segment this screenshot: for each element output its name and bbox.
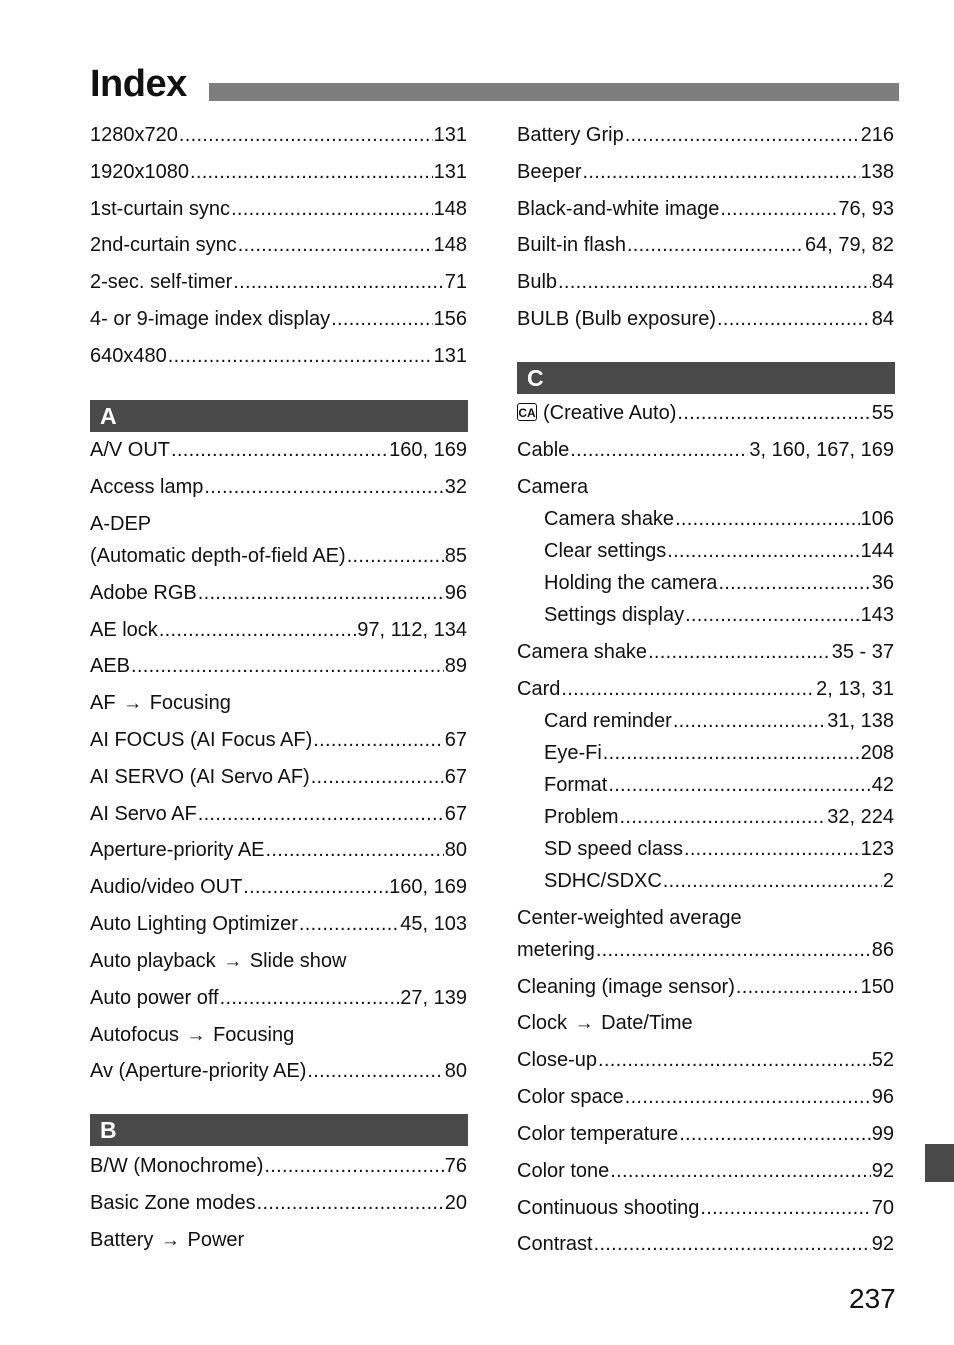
section-header-c: C xyxy=(517,362,895,394)
index-entry: Basic Zone modes ..... 20 xyxy=(90,1190,467,1216)
index-subentry: Clear settings ..... 144 xyxy=(544,538,894,564)
index-entry: Aperture-priority AE ..... 80 xyxy=(90,837,467,863)
index-entry: B/W (Monochrome) ..... 76 xyxy=(90,1153,467,1179)
index-entry: AI Servo AF ..... 67 xyxy=(90,801,467,827)
index-entry: Contrast ..... 92 xyxy=(517,1231,894,1257)
index-entry: Cleaning (image sensor) ..... 150 xyxy=(517,974,894,1000)
index-heading-line: A-DEP xyxy=(90,513,152,535)
index-subentry: Problem ..... 32, 224 xyxy=(544,804,894,830)
index-entry: 1st-curtain sync ..... 148 xyxy=(90,196,467,222)
index-entry: CA (Creative Auto) ..... 55 xyxy=(517,400,894,426)
index-entry: 2-sec. self-timer ..... 71 xyxy=(90,269,467,295)
index-subentry: SD speed class ..... 123 xyxy=(544,836,894,862)
index-entry: 2nd-curtain sync ..... 148 xyxy=(90,232,467,258)
index-entry: Beeper ..... 138 xyxy=(517,159,894,185)
index-entry: AEB ..... 89 xyxy=(90,653,467,679)
arrow-right-icon: → xyxy=(186,1025,206,1046)
index-entry: Card ..... 2, 13, 31 xyxy=(517,676,894,702)
index-subentry: Holding the camera ..... 36 xyxy=(544,570,894,596)
index-entry: Camera shake ..... 35 - 37 xyxy=(517,639,894,665)
index-heading-line: Center-weighted average xyxy=(517,907,742,929)
index-subentry: SDHC/SDXC ..... 2 xyxy=(544,868,894,894)
index-entry: Color space ..... 96 xyxy=(517,1084,894,1110)
index-entry: Cable ..... 3, 160, 167, 169 xyxy=(517,437,894,463)
arrow-right-icon: → xyxy=(574,1013,594,1034)
index-subentry: Format ..... 42 xyxy=(544,772,894,798)
index-entry: Battery Grip ..... 216 xyxy=(517,122,894,148)
index-entry: AI FOCUS (AI Focus AF) ..... 67 xyxy=(90,727,467,753)
arrow-right-icon: → xyxy=(160,1230,180,1251)
index-entry: A/V OUT ..... 160, 169 xyxy=(90,437,467,463)
index-entry: Auto Lighting Optimizer ..... 45, 103 xyxy=(90,911,467,937)
index-entry: Black-and-white image ..... 76, 93 xyxy=(517,196,894,222)
index-entry: Auto power off ..... 27, 139 xyxy=(90,985,467,1011)
index-entry: Adobe RGB ..... 96 xyxy=(90,580,467,606)
index-entry: Color temperature ..... 99 xyxy=(517,1121,894,1147)
section-header-a: A xyxy=(90,400,468,432)
page-number: 237 xyxy=(849,1283,896,1314)
index-entry: Bulb ..... 84 xyxy=(517,269,894,295)
index-entry: 640x480 ..... 131 xyxy=(90,343,467,369)
index-entry: Built-in flash ..... 64, 79, 82 xyxy=(517,232,894,258)
index-cross-reference: Clock → Date/Time xyxy=(517,1012,693,1034)
arrow-right-icon: → xyxy=(223,951,243,972)
index-cross-reference: Battery → Power xyxy=(90,1229,245,1251)
index-entry: AI SERVO (AI Servo AF) ..... 67 xyxy=(90,764,467,790)
side-index-tab xyxy=(925,1144,954,1182)
index-subentry: Eye-Fi ..... 208 xyxy=(544,740,894,766)
arrow-right-icon: → xyxy=(123,693,143,714)
index-entry: Audio/video OUT ..... 160, 169 xyxy=(90,874,467,900)
index-entry: Close-up ..... 52 xyxy=(517,1047,894,1073)
index-cross-reference: AF → Focusing xyxy=(90,692,231,714)
creative-auto-mode-icon: CA xyxy=(517,403,537,421)
index-entry: 1280x720 ..... 131 xyxy=(90,122,467,148)
index-subentry: Card reminder ..... 31, 138 xyxy=(544,708,894,734)
index-subentry: Camera shake ..... 106 xyxy=(544,506,894,532)
title-rule xyxy=(209,83,899,101)
page-title: Index xyxy=(90,63,187,105)
index-entry: Access lamp ..... 32 xyxy=(90,474,467,500)
index-subentry: Settings display ..... 143 xyxy=(544,602,894,628)
index-entry: 4- or 9-image index display ..... 156 xyxy=(90,306,467,332)
index-entry: AE lock ..... 97, 112, 134 xyxy=(90,617,467,643)
section-header-b: B xyxy=(90,1114,468,1146)
index-entry: Av (Aperture-priority AE) ..... 80 xyxy=(90,1058,467,1084)
index-cross-reference: Auto playback → Slide show xyxy=(90,950,347,972)
index-heading-line: Camera xyxy=(517,476,589,498)
index-entry: BULB (Bulb exposure) ..... 84 xyxy=(517,306,894,332)
index-entry: Continuous shooting ..... 70 xyxy=(517,1195,894,1221)
index-entry: metering ..... 86 xyxy=(517,937,894,963)
index-entry: 1920x1080 ..... 131 xyxy=(90,159,467,185)
index-cross-reference: Autofocus → Focusing xyxy=(90,1024,295,1046)
index-entry: Color tone ..... 92 xyxy=(517,1158,894,1184)
index-entry: (Automatic depth-of-field AE) ..... 85 xyxy=(90,543,467,569)
